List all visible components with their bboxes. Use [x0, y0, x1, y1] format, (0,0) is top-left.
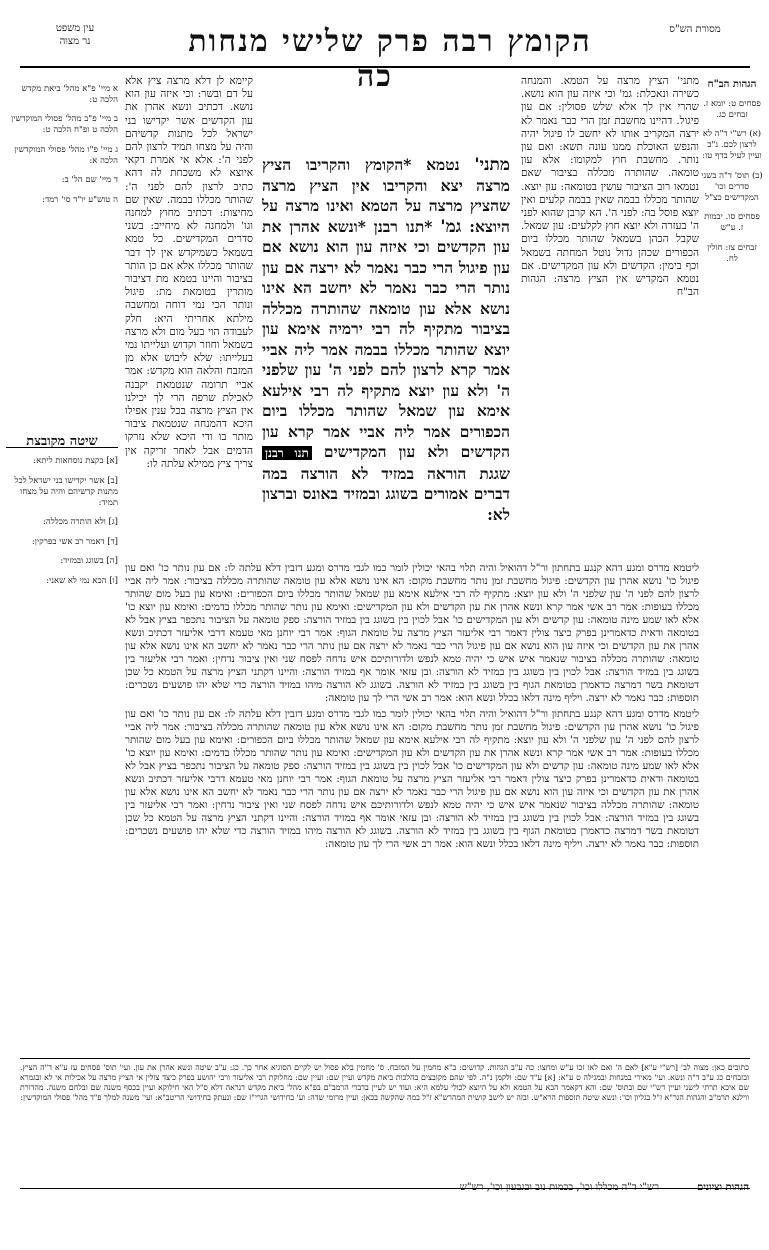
right-margin-item: זבחים צז: חולין לח. [707, 242, 757, 264]
masoret-hashas-label: מסורת הש"ס [669, 24, 721, 35]
left-margin-item: ד מיי' שם הל' ב: [61, 175, 118, 185]
footnotes-text: כתובים כאן: מצוה לב' [רש"י ע"א] לאם ה' ואם לאו זכו ע"ש ומחצו: כה ע"ב הגהות. קדושים: ב"א מחמין על המזבח. ס' מחמין בלא פסול יש לקיים הסוגיא אחר כך. כג: ע"ב שיטה ונשא אהרן את עון. ועי' תוס' פסחים עז ע"א ד"ה הציץ. ובזבחים כג ע"ב ד"ה ונשא. ועי' מאירי במנחות ובמגילה ט ע"א: [א] ע"ד שם: ולקמן נ"ה. לפי שהם מקובצים בהלכות ביאת מקדש ועיין שם: ועיין שם: מחלוקת רבי אליעזר ורבי יהושע בפרק כיצד צולין אי הציץ מרצה על אכילות אי לא ובגמרא שם איכא תרתי לישני ועיין רש"י שם ובתוס' שם: והא דקאמר הכא על הטמא ולא על היוצא לכולי עלמא היא: ועוד יש לעיין בדברי הרמב"ם בפ"א מהל' ביאת מקדש דנראה דלא ס"ל האי חילוקא ועיין בכסף משנה שם ובלחם משנה. מהדורת ווילנא תרמ"ב והגהות הגר"א ז"ל בגליון וכו': ונשא שיטה תוספות הרא"ש. ובזה יש לישב קושית המהרש"א ז"ל במה שהקשה בכאן: ועיין מרומי שדה: וע' בחידושי הגרי"ז שם: ונעתק בחידושי הריטב"א: ועי' משנה למלך פ"ד מהל' פסולי המוקדשין: [20, 1063, 749, 1102]
left-margin-item: [ד] דאמר רב אשי בפרקין: [31, 536, 118, 547]
right-margin-item: פסחים ט: יומא ז. זבחים כג. [703, 98, 761, 120]
page-number: כה [357, 59, 393, 94]
mishnah-lead: מתני' [474, 155, 510, 175]
left-margin-item: [ה] בשוגג ובמזיד: [60, 556, 118, 566]
left-margin-item: [א] בקצת נוסחאות ליתא: [33, 456, 118, 466]
gemara-text: *תנו רבנן *ונשא אהרן את עון הקדשים וכי איזה עון הוא נושא אם עון פיגול הרי כבר נאמר לא ירצה אם עון נותר הרי כבר נאמר לא יחשב הא אינו נושא אלא עון טומאה שהותרה מכללה בציבור מתקיף לה רבי ירמיה אימא עון יוצא שהותר מכללו בבמה אמר ליה אביי אמר קרא לרצון להם לפני ה' עון שלפני ה' ולא עון יוצא מתקיף לה רבי אילעא אימא עון שמאל שהותר מכללו ביום הכפורים אמר ליה אביי אמר קרא עון הקדשים ולא עון המקדישים [262, 216, 510, 461]
gemara-label-tag: תנו רבנן [262, 446, 312, 460]
header-left-line-2: נר מצוה [59, 36, 91, 47]
right-margin [701, 75, 763, 1055]
rashi-column [521, 75, 699, 555]
ein-mishpat-label [20, 22, 130, 48]
left-margin-item: א מיי' פ"א מהל' ביאת מקדש הלכה ט: [21, 83, 118, 105]
right-margin-item: פסחים סו. יבמות ז. ע"ש [704, 212, 760, 233]
shita-mekubetzet-heading: שיטה מקובצת [6, 436, 118, 448]
left-margin [6, 75, 118, 1055]
footer-note: רש"י ד"ה מכללו וכו', בכמות נוב ובגבעון וכו', רש"ש [459, 1182, 659, 1193]
page-footer [20, 1182, 749, 1198]
tosafot-text: קיימא לן דלא מרצה ציץ אלא על דם ובשר: וכי איזה עון הוא נושא. דכתיב ונשא אהרן את עון הקדשים אשר יקדישו בני ישראל לכל מתנות קדשיהם והיה על מצחו תמיד לרצון להם לפני ה': אלא אי אמרת דקאי איוצא לא משכחת לה דהא כתיב לרצון להם לפני ה': שהותר מכללו בבמה. שאין שם מחיצות: דכתיב מחוץ למחנה וגו' ולמחנה לא מיחייב: בשני סדרים המקדישים. כל טמא בשמאל כשמיקדש אין לך דבר שהותר מכללו אלא אם כן הותר בציבור והיינו בטמא מת דציבור מותרין בטומאת מת: פיגול ונותר הכי נמי דוחה ומחשבה מילתא אחריתי היא: חלק לעבודה הוי בעל מום ולא מרצה בשמאל וחוזר וקדוש ועלייתו נמי בעלייתו: שלא ליבוש אלא מן המזבח והלאה הוא מקדש: אמר אביי תרומה שנטמאת יקבנה לאכילת שרפה הרי לך יכילנו אין הציץ מרצה בכל ענין אפילו היכא דהמנחה שנטמאת ציבור מותר בו ודי היכא שלא נזרקו הדמים אבל לאחר זריקה אין צריך ציץ ממילא עלתה לו: [125, 75, 253, 470]
left-margin-item: [ו] הכא נמי לא שאני: [46, 575, 118, 586]
left-margin-item: ג מיי' פ"ו מהל' פסולי המוקדשין הלכה א: [14, 144, 118, 166]
mishnah-text: נטמא *הקומץ והקריבו הציץ מרצה יצא והקריבו אין הציץ מרצה שהציץ מרצה על הטמא ואינו מרצה על היוצא: [262, 155, 510, 236]
right-margin-heading: הגהות הב"ח [707, 79, 757, 90]
main-text-block [262, 155, 510, 555]
lower-commentary-text: ליטמא מדרס ומגע דהא קנגע בתחתון ור"ל דהואיל והיה תלוי בהאי יכולין לומר כמו לגבי מדרס ומגע דזבין דלא עלתה לו: אם עון נותר כו' ואם עון פיגול כו' נושא אהרן עון הקדשים: פיגול מחשבת זמן נותר מחשבת מקום: הא אינו נושא אלא עון טומאה שהותרה מכללה בציבור: אמר ליה אביי לרצון להם לפני ה' עון שלפני ה' ולא עון יוצא: מתקיף לה רבי אילעא אימא עון שמאל שהותר מכללו ביום הכפורים: ואימא עון בעל מום שהותר מכללו בעופות: אמר רב אשי אמר קרא ונשא אהרן את עון הקדשים ולא עון המקדישים: ואימא עון נותר שהותר מכללו בדמים: ואימא עון יוצא כו' אלא לאו שמע מינה טומאה: עון קדשים ולא עון המקדישים כו' אבל לכוין בין בשוגג בין במזיד הורצה: ספק טומאה על הציבור נתכפר בציץ אבל לא בטומאה ודאית כדאמרינן בפרק כיצד צולין דאמר רבי אליעזר הציץ מרצה על טומאת הגוף: אמר רבי יוחנן מאי טעמא דרבי אליעזר דכתיב ונשא אהרן את עון הקדשים וכי איזה עון הוא נושא אם עון פיגול הרי כבר נאמר לא ירצה אם עון נותר הרי כבר נאמר לא יחשב הא אינו נושא אלא עון טומאה: שהותרה מכללה בציבור שנאמר איש איש כי יהיה טמא לנפש ולדורותיכם איש נדחה לפסח שני ואין ציבור נדחין: ואמר רבי אליעזר בין בשוגג בין במזיד הורצה: אבל לכוין בין בשוגג בין במזיד לא הורצה: ובן עזאי אומר אף במזיד הורצה: והיינו דקתני הציץ מרצה על הטמא כל שכן דטומאת בשר דמרצה כדאמרן בטומאת הגוף בין בשוגג בין במזיד לא הורצה. בשוגג לא הורצה מיהו במזיד הורצה כדי שלא יהו פושעים נשכרים: תוספות: כבר נאמר לא ירצה. ויליף מינה דלאו בכלל ונשא הוא: אמר רב אשי הרי לך עון טומאה: [125, 563, 699, 704]
rashi-text: מתני' הציץ מרצה על הטמא. והמנחה כשירה ונאכלת: גמ' וכי איזה עון הוא נושא. שהרי אין לך אלא שלש פסולין: אם עון פיגול. דהיינו מחשבת זמן הרי כבר נאמר לא ירצה המקריב אותו לא יחשב לו פיגול יהיה והנפש האוכלת ממנו עונה תשא: ואם עון נותר. מחשבת חוץ למקומו: אלא עון טומאה. שהותרה מכללה בציבור שאם נטמאו רוב הציבור עושין בטומאה: עון יוצא. שהותר מכללו בבמה שאין בבמה קלעים ואין יוצא פוסל בה: לפני ה'. הא קרבן שהוא לפני ה' בעזרה ולא יוצא חוץ לקלעים: עון שמאל. שקבל הכהן בשמאל שהותר מכללו ביום הכפורים שכהן גדול נוטל המחתה בשמאל וכף בימין: הקדשים ולא עון המקדישים. אם נטמא המקדיש אין הציץ מרצה: הגהות הב"ח [521, 75, 699, 299]
left-margin-item: ב מיי' פ"ב מהל' פסולי המוקדשין הלכה ט ופ"ח הלכה ט: [11, 114, 118, 135]
footnote-divider [20, 1058, 750, 1059]
left-margin-item: ה טוש"ע יו"ד סי' רמד: [42, 194, 118, 205]
tosafot-column [125, 75, 253, 555]
right-margin-item: (ב) תוס' ד"ה בשני סדרים וכו' המקדישים כצ"ל [701, 170, 763, 203]
left-margin-item: [ג] ולא הותרה מכללה: [42, 517, 118, 527]
lower-commentary [125, 562, 699, 1054]
footer-label: הגהות וציונים [696, 1182, 749, 1193]
header-divider [20, 66, 750, 68]
chapter-title: הקומץ רבה פרק שלישי מנחות [188, 24, 592, 59]
right-margin-item: (א) רש"י ד"ה לא לרצון לכם. נ"ב ועיין לעיל בדף טו: [702, 129, 762, 161]
gemara-lead: גמ' [440, 216, 462, 237]
left-margin-item: [ב] אשר יקדישו בני ישראל לכל מתנות קדשיהם והיה על מצחו תמיד: [14, 475, 118, 508]
mishnah-tail: שגגת הוראה במזיד לא הורצה במה דברים אמורים בשוגג ובמזיד באונס וברצון לא: [262, 463, 510, 524]
footnotes-block [20, 1063, 749, 1183]
lower-commentary-text: ליטמא מדרס ומגע דהא קנגע בתחתון ור"ל דהואיל והיה תלוי בהאי יכולין לומר כמו לגבי מדרס ומגע דזבין דלא עלתה לו: אם עון נותר כו' ואם עון פיגול כו' נושא אהרן עון הקדשים: פיגול מחשבת זמן נותר מחשבת מקום: הא אינו נושא אלא עון טומאה שהותרה מכללה בציבור: אמר ליה אביי לרצון להם לפני ה' עון שלפני ה' ולא עון יוצא: מתקיף לה רבי אילעא אימא עון שמאל שהותר מכללו ביום הכפורים: ואימא עון בעל מום שהותר מכללו בעופות: אמר רב אשי אמר קרא ונשא אהרן את עון הקדשים ולא עון המקדישים: ואימא עון נותר שהותר מכללו בדמים: ואימא עון יוצא כו' אלא לאו שמע מינה טומאה: עון קדשים ולא עון המקדישים כו' אבל לכוין בין בשוגג בין במזיד הורצה: ספק טומאה על הציבור נתכפר בציץ אבל לא בטומאה ודאית כדאמרינן בפרק כיצד צולין דאמר רבי אליעזר הציץ מרצה על טומאת הגוף: אמר רבי יוחנן מאי טעמא דרבי אליעזר דכתיב ונשא אהרן את עון הקדשים וכי איזה עון הוא נושא אם עון פיגול הרי כבר נאמר לא ירצה אם עון נותר הרי כבר נאמר לא יחשב הא אינו נושא אלא עון טומאה: שהותרה מכללה בציבור שנאמר איש איש כי יהיה טמא לנפש ולדורותיכם איש נדחה לפסח שני ואין ציבור נדחין: ואמר רבי אליעזר בין בשוגג בין במזיד הורצה: אבל לכוין בין בשוגג בין במזיד לא הורצה: ובן עזאי אומר אף במזיד הורצה: והיינו דקתני הציץ מרצה על הטמא כל שכן דטומאת בשר דמרצה כדאמרן בטומאת הגוף בין בשוגג בין במזיד לא הורצה. בשוגג לא הורצה מיהו במזיד הורצה כדי שלא יהו פושעים נשכרים: תוספות: כבר נאמר לא ירצה. ויליף מינה דלאו בכלל ונשא הוא: אמר רב אשי הרי לך עון טומאה: [125, 709, 699, 850]
header-left-line-1: עין משפט [55, 23, 95, 34]
